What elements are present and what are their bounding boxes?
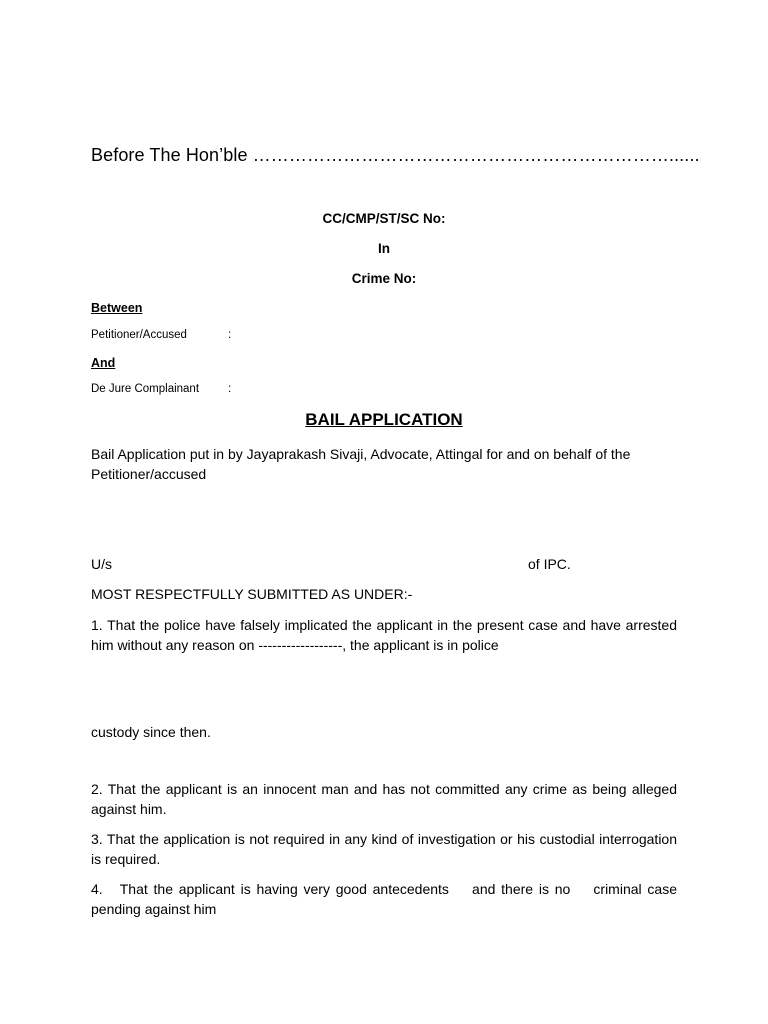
ipc-label: of IPC. [528, 556, 571, 572]
in-label: In [378, 241, 390, 256]
complainant-label: De Jure Complainant [91, 383, 200, 395]
paragraph-2: 2. That the applicant is an innocent man and has not committed any crime as being alleged against him. [91, 781, 677, 817]
petitioner-colon: : [228, 329, 232, 341]
document-title: BAIL APPLICATION [305, 410, 463, 429]
crime-number-label: Crime No: [351, 271, 417, 286]
court-heading: Before The Hon’ble ……………………………………………………………...... [91, 145, 700, 165]
paragraph-1-continued: custody since then. [91, 724, 211, 740]
intro-paragraph: Bail Application put in by Jayaprakash Sivaji, Advocate, Attingal for and on behalf of the Petitioner/accused [91, 446, 631, 482]
petitioner-label: Petitioner/Accused [91, 329, 187, 341]
complainant-colon: : [228, 383, 232, 395]
us-label: U/s [91, 556, 112, 572]
submitted-heading: MOST RESPECTFULLY SUBMITTED AS UNDER:- [91, 586, 413, 602]
paragraph-3: 3. That the application is not required in any kind of investigation or his custodial interrogation is required. [91, 831, 677, 867]
and-label: And [91, 356, 116, 370]
case-number-label: CC/CMP/ST/SC No: [322, 211, 446, 226]
between-label: Between [91, 301, 143, 315]
paragraph-1: 1. That the police have falsely implicated the applicant in the present case and have arrested him without any reason on ------------------, the applicant is in police [91, 617, 677, 653]
paragraph-4: 4. That the applicant is having very good antecedents and there is no criminal case pending against him [91, 881, 681, 917]
